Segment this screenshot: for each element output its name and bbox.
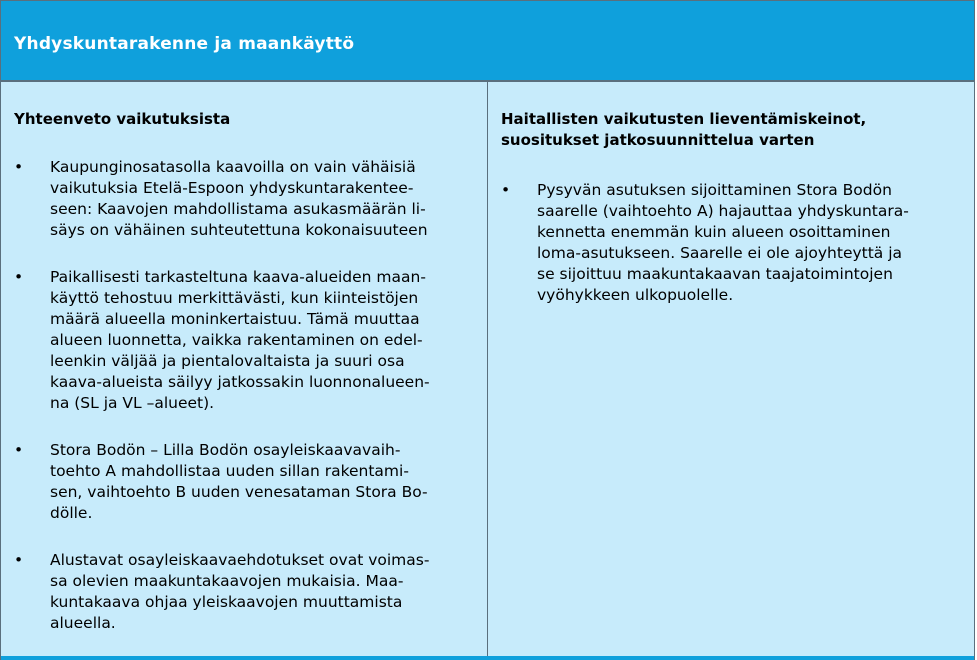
bullet-text-line: säys on vähäinen suhteutettuna kokonaisuuteen <box>50 221 428 239</box>
bullet-text-line: dölle. <box>50 504 93 522</box>
bullet-icon: • <box>14 268 24 286</box>
mitigation-list <box>501 180 962 306</box>
section-header <box>1 1 974 82</box>
bottom-border-bar <box>1 656 974 660</box>
bullet-text-line: na (SL ja VL –alueet). <box>50 394 215 412</box>
bullet-text-line: Pysyvän asutuksen sijoittaminen Stora Bodön <box>537 181 892 199</box>
bullet-text-line: alueella. <box>50 614 116 632</box>
bullet-text-line: leenkin väljää ja pientalovaltaista ja suuri osa <box>50 352 405 370</box>
section-title: Yhdyskuntarakenne ja maankäyttö <box>14 34 355 54</box>
bullet-text-line: seen: Kaavojen mahdollistama asukasmäärän li- <box>50 200 426 218</box>
mitigation-heading <box>501 109 962 151</box>
bullet-text-line: Stora Bodön – Lilla Bodön osayleiskaavavaih- <box>50 441 401 459</box>
mitigation-heading-line: suositukset jatkosuunnittelua varten <box>501 131 815 149</box>
impacts-summary-column <box>1 82 488 656</box>
bullet-text-line: käyttö tehostuu merkittävästi, kun kiinteistöjen <box>50 289 419 307</box>
bullet-icon: • <box>501 181 511 199</box>
impacts-summary-heading: Yhteenveto vaikutuksista <box>14 110 231 128</box>
impact-item <box>14 157 475 241</box>
bullet-text-line: Kaupunginosatasolla kaavoilla on vain vähäisiä <box>50 158 416 176</box>
impact-item <box>14 267 475 414</box>
mitigation-column <box>488 82 974 656</box>
bullet-text-line: kennetta enemmän kuin alueen osoittaminen <box>537 223 891 241</box>
bullet-text-line: toehto A mahdollistaa uuden sillan rakentami- <box>50 462 409 480</box>
bullet-text-line: sen, vaihtoehto B uuden venesataman Stora Bo- <box>50 483 428 501</box>
bullet-text-line: kaava-alueista säilyy jatkossakin luonnonalueen- <box>50 373 430 391</box>
bullet-text-line: vyöhykkeen ulkopuolelle. <box>537 286 734 304</box>
impacts-list <box>14 157 475 634</box>
impact-item <box>14 550 475 634</box>
table-body <box>1 82 974 656</box>
impact-item <box>14 440 475 524</box>
bullet-text-line: kuntakaava ohjaa yleiskaavojen muuttamista <box>50 593 403 611</box>
bullet-text-line: vaikutuksia Etelä-Espoon yhdyskuntarakentee- <box>50 179 414 197</box>
bullet-icon: • <box>14 551 24 569</box>
bullet-text-line: Paikallisesti tarkasteltuna kaava-alueiden maan- <box>50 268 426 286</box>
bullet-text-line: Alustavat osayleiskaavaehdotukset ovat voimas- <box>50 551 430 569</box>
bullet-text-line: alueen luonnetta, vaikka rakentaminen on edel- <box>50 331 423 349</box>
bullet-icon: • <box>14 441 24 459</box>
bullet-text-line: se sijoittuu maakuntakaavan taajatoimintojen <box>537 265 893 283</box>
bullet-text-line: loma-asutukseen. Saarelle ei ole ajoyhteyttä ja <box>537 244 903 262</box>
mitigation-item <box>501 180 962 306</box>
mitigation-heading-line: Haitallisten vaikutusten lieventämiskeinot, <box>501 110 867 128</box>
bullet-text-line: määrä alueella moninkertaistuu. Tämä muuttaa <box>50 310 420 328</box>
bullet-text-line: sa olevien maakuntakaavojen mukaisia. Maa- <box>50 572 404 590</box>
bullet-icon: • <box>14 158 24 176</box>
bullet-text-line: saarelle (vaihtoehto A) hajauttaa yhdyskuntara- <box>537 202 909 220</box>
